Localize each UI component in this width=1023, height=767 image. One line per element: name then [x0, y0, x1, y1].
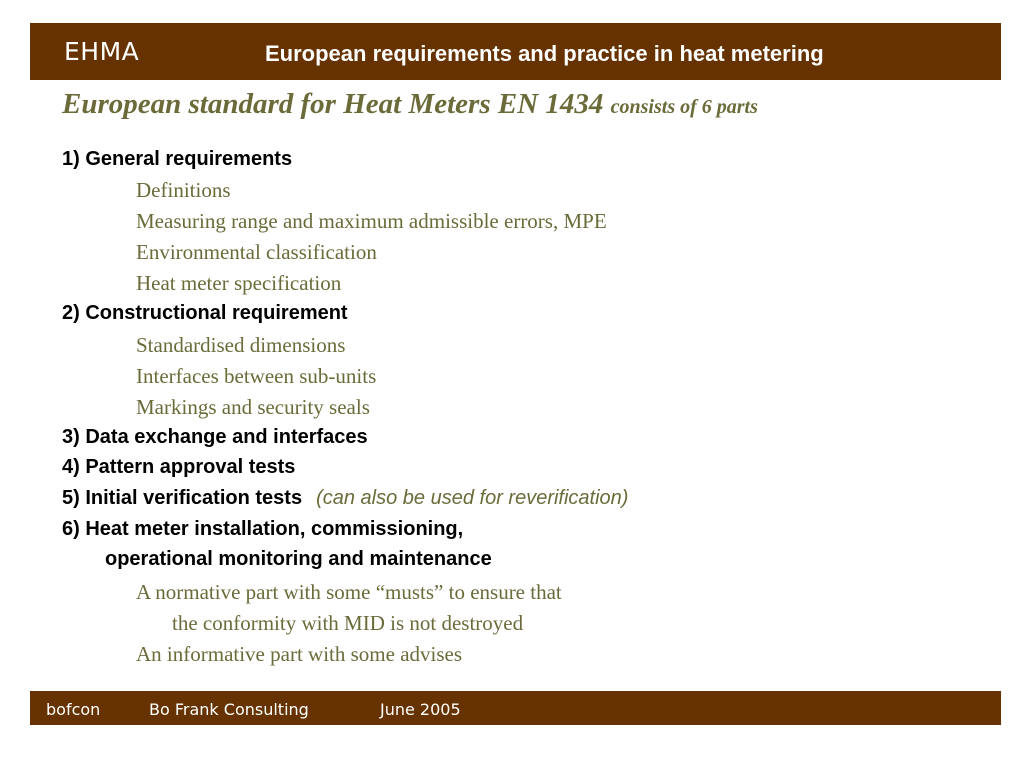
part-2-label: 2) Constructional requirement	[62, 302, 348, 324]
part-1-label: 1) General requirements	[62, 148, 293, 170]
slide-title-main: European standard for Heat Meters EN 1434	[62, 88, 604, 120]
part-1-item: Definitions	[136, 178, 231, 202]
part-6-item: A normative part with some “musts” to ensure that	[136, 580, 562, 604]
footer-bar	[30, 691, 1001, 725]
part-2-item: Markings and security seals	[136, 395, 370, 419]
part-1-item: Environmental classification	[136, 240, 377, 264]
footer-company-short: bofcon	[46, 700, 101, 719]
part-2-item: Interfaces between sub-units	[136, 364, 377, 388]
part-3-label: 3) Data exchange and interfaces	[62, 426, 368, 448]
part-5-note: (can also be used for reverification)	[316, 487, 629, 509]
part-6-item-continuation: the conformity with MID is not destroyed	[172, 611, 524, 635]
footer-company-name: Bo Frank Consulting	[149, 700, 309, 719]
footer-date: June 2005	[380, 700, 461, 719]
part-6-label-line1: 6) Heat meter installation, commissioning,	[62, 518, 464, 540]
header-org: EHMA	[64, 37, 140, 66]
slide-title-suffix: consists of 6 parts	[610, 96, 758, 118]
header-title: European requirements and practice in heat metering	[265, 41, 824, 66]
part-5-label: 5) Initial verification tests	[62, 487, 303, 509]
header-bar	[30, 23, 1001, 80]
part-5-line	[62, 487, 628, 510]
slide-title	[62, 88, 758, 121]
part-4-label: 4) Pattern approval tests	[62, 456, 296, 478]
part-1-item: Heat meter specification	[136, 271, 342, 295]
part-2-item: Standardised dimensions	[136, 333, 346, 357]
part-6-label-line2: operational monitoring and maintenance	[105, 548, 492, 570]
part-6-item: An informative part with some advises	[136, 642, 463, 666]
part-1-item: Measuring range and maximum admissible errors, MPE	[136, 209, 607, 233]
